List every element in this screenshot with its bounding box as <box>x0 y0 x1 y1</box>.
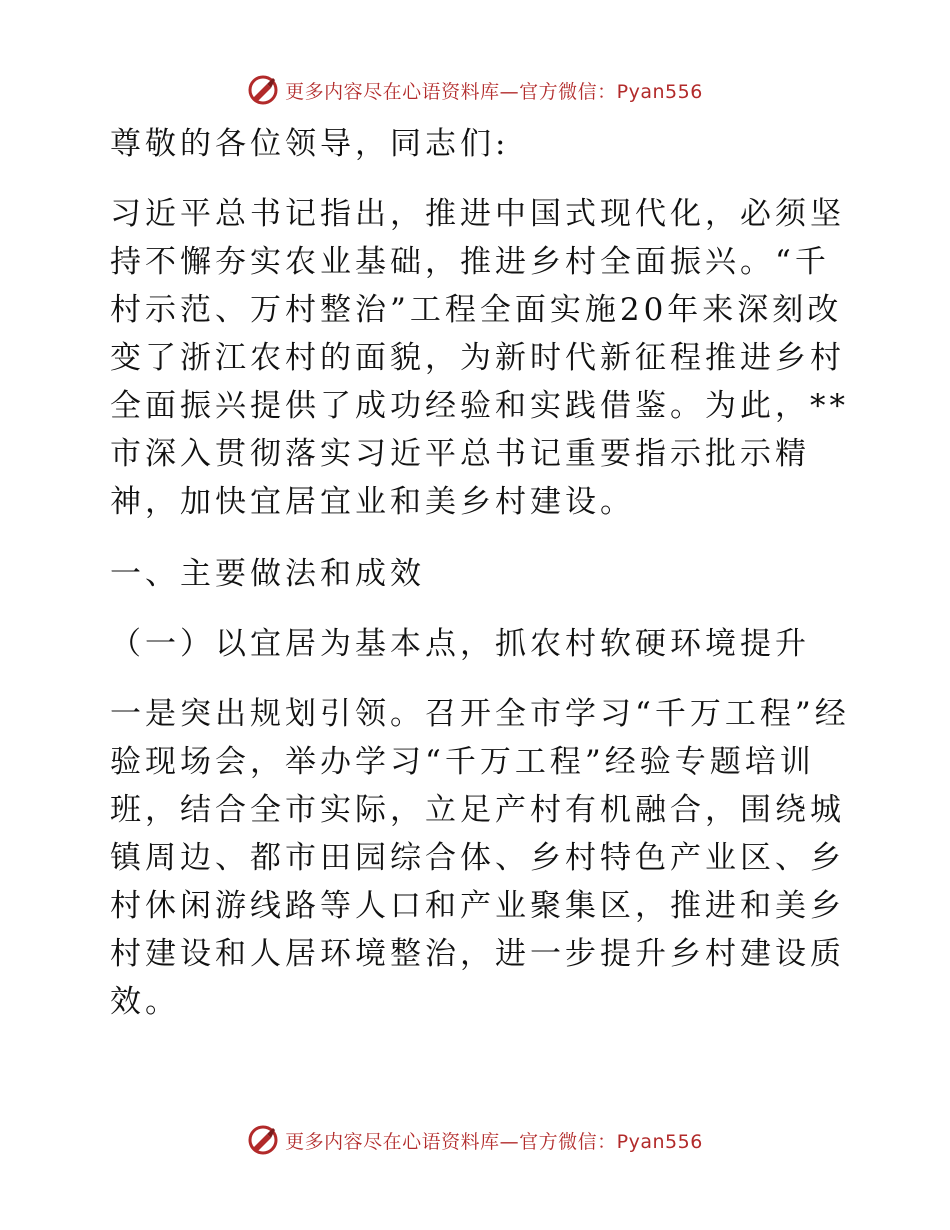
watermark-separator: — <box>499 80 520 103</box>
watermark-wechat-text: 官方微信：Pyan556 <box>519 80 703 103</box>
document-body <box>98 120 858 1050</box>
watermark-banner-top <box>0 70 950 110</box>
watermark-separator: — <box>499 1130 520 1153</box>
paragraph-planning: 一是突出规划引领。召开全市学习“千万工程”经验现场会，举办学习“千万工程”经验专题培训班，结合全市实际，立足产村有机融合，围绕城镇周边、都市田园综合体、乡村特色产业区、乡村休闲游线路等人口和产业聚集区，推进和美乡村建设和人居环境整治，进一步提升乡村建设质效。 <box>110 696 850 1020</box>
watermark-banner-bottom <box>0 1120 950 1160</box>
watermark-site-text: 更多内容尽在心语资料库 <box>285 1130 500 1153</box>
watermark-site-text: 更多内容尽在心语资料库 <box>285 80 500 103</box>
pen-logo-icon <box>247 74 279 106</box>
section-heading: 一、主要做法和成效 <box>110 556 425 592</box>
paragraph-intro: 习近平总书记指出，推进中国式现代化，必须坚持不懈夯实农业基础，推进乡村全面振兴。“千村示范、万村整治”工程全面实施20年来深刻改变了浙江农村的面貌，为新时代新征程推进乡村全面振兴提供了成功经验和实践借鉴。为此，**市深入贯彻落实习近平总书记重要指示批示精神，加快宜居宜业和美乡村建设。 <box>110 196 849 520</box>
pen-logo-icon <box>247 1124 279 1156</box>
watermark-text <box>285 1127 703 1154</box>
greeting: 尊敬的各位领导，同志们: <box>110 126 510 162</box>
subsection-heading: （一）以宜居为基本点，抓农村软硬环境提升 <box>110 626 810 662</box>
watermark-wechat-text: 官方微信：Pyan556 <box>519 1130 703 1153</box>
watermark-text <box>285 77 703 104</box>
